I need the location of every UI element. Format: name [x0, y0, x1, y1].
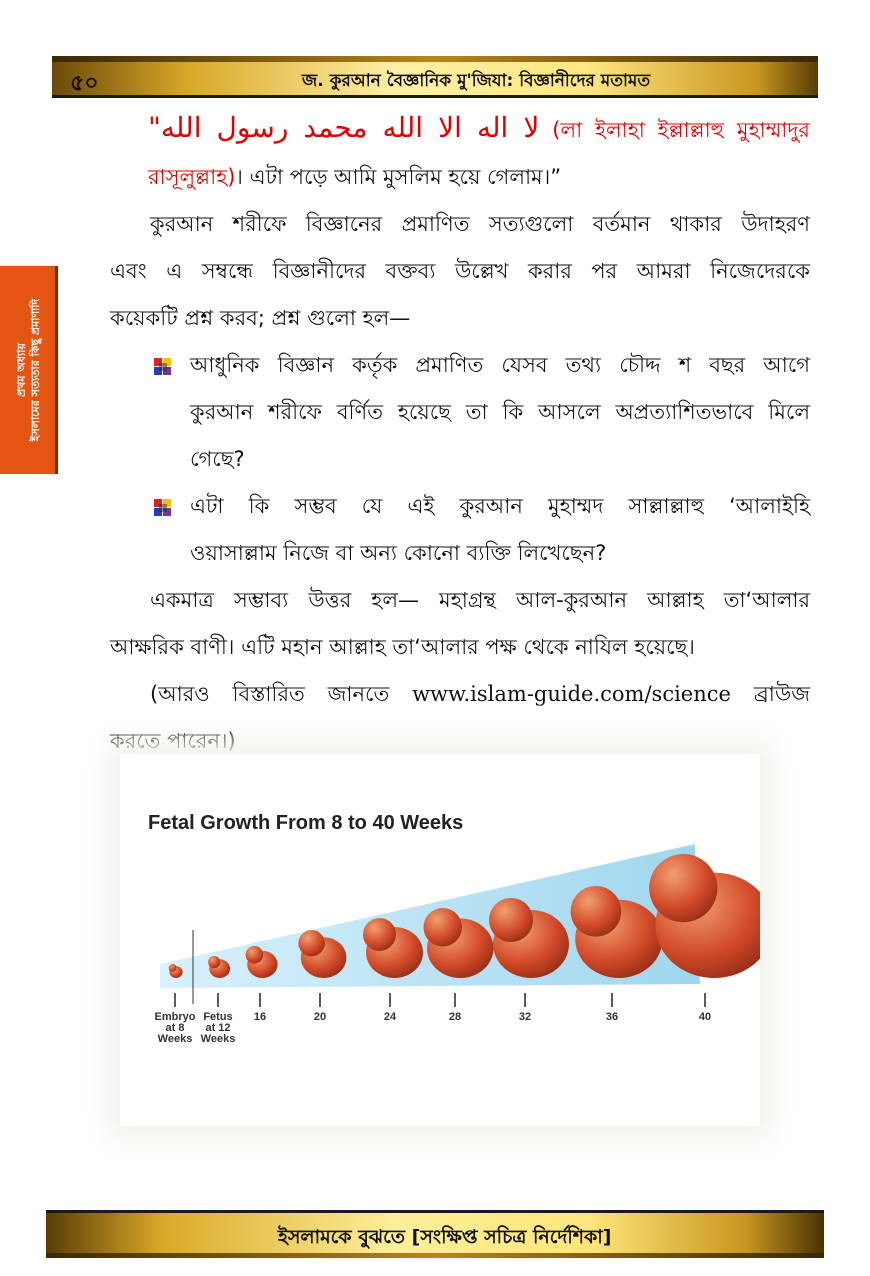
chapter-title: ইসলামের সত্যতার কিছু প্রমাণাদি: [29, 298, 42, 442]
fetus-head: [298, 930, 324, 956]
bullet-continuation: গেছে?: [190, 447, 245, 471]
stage-label: 20: [313, 1011, 327, 1023]
bullet-text: এটা কি সম্ভব যে এই কুরআন মুহাম্মদ সাল্লাল্লাহু ‘আলাইহি: [190, 494, 810, 518]
fetus-head: [649, 854, 717, 922]
reference-text: (আরও বিস্তারিত জানতে: [150, 682, 390, 706]
paragraph-line: [110, 671, 810, 718]
chapter-side-tab: [0, 266, 58, 474]
kalima-transliteration-end: রাসূলুল্লাহ): [148, 165, 236, 189]
bullet-text: আধুনিক বিজ্ঞান কর্তৃক প্রমাণিত যেসব তথ্য চৌদ্দ শ বছর আগে: [190, 353, 810, 377]
bullet-icon: [154, 499, 172, 517]
body-line-1: [110, 104, 810, 154]
bullet-continuation: ওয়াসাল্লাম নিজে বা অন্য কোনো ব্যক্তি লিখেছেন?: [190, 541, 607, 565]
figure-title: Fetal Growth From 8 to 40 Weeks: [148, 812, 464, 834]
paragraph-line: একমাত্র সম্ভাব্য উত্তর হল— মহাগ্রন্থ আল-কুরআন আল্লাহ তা‘আলার: [150, 588, 810, 612]
fetus-head: [571, 886, 622, 937]
bullet-item: [110, 342, 810, 389]
paragraph-line: করতে পারেন।): [110, 729, 236, 753]
fetus-head: [208, 956, 220, 968]
stage-label: 16: [253, 1011, 267, 1023]
chapter-label: প্রথম অধ্যায়: [15, 343, 28, 397]
stage-label: Fetus at 12 Weeks: [200, 1011, 236, 1045]
fetus-head: [169, 964, 177, 972]
paragraph-line: কয়েকটি প্রশ্ন করব; প্রশ্ন গুলো হল—: [110, 306, 411, 330]
fetus-head: [424, 908, 463, 947]
fetal-growth-illustration: [120, 754, 760, 1126]
bullet-continuation: কুরআন শরীফে বর্ণিত হয়েছে তা কি আসলে অপ্রত্যাশিতভাবে মিলে: [190, 400, 810, 424]
fetus-head: [363, 918, 396, 951]
stage-label: Embryo at 8 Weeks: [154, 1011, 196, 1045]
fetal-growth-figure: [120, 754, 760, 1126]
reference-url: www.islam-guide.com/science: [412, 682, 731, 706]
reference-text-end: ব্রাউজ: [753, 682, 810, 706]
stage-label: 28: [448, 1011, 462, 1023]
stage-label: 24: [383, 1011, 397, 1023]
kalima-transliteration: (লা ইলাহা ইল্লাল্লাহু মুহাম্মাদুর: [552, 118, 810, 142]
body-line-2: [110, 154, 810, 201]
bullet-icon: [154, 358, 172, 376]
paragraph-line: কুরআন শরীফে বিজ্ঞানের প্রমাণিত সত্যগুলো বর্তমান থাকার উদাহরণ: [150, 212, 810, 236]
fetus-head: [489, 898, 533, 942]
conversion-sentence: । এটা পড়ে আমি মুসলিম হয়ে গেলাম।”: [235, 165, 562, 189]
bullet-item: [110, 483, 810, 530]
header-title: জ. কুরআন বৈজ্ঞানিক মু'জিযা: বিজ্ঞানীদের মতামত: [302, 71, 651, 91]
main-content: [110, 104, 810, 765]
paragraph-line: আক্ষরিক বাণী। এটি মহান আল্লাহ তা‘আলার পক্ষ থেকে নাযিল হয়েছে।: [110, 635, 695, 659]
footer-title: ইসলামকে বুঝতে [সংক্ষিপ্ত সচিত্র নির্দেশিকা]: [278, 1226, 612, 1248]
arabic-kalima: لا اله الا الله محمد رسول الله": [148, 111, 540, 144]
page-footer: [46, 1210, 824, 1258]
page-number: ৫০: [70, 71, 99, 96]
paragraph-line: এবং এ সম্বন্ধে বিজ্ঞানীদের বক্তব্য উল্লেখ করার পর আমরা নিজেদেরকে: [110, 259, 810, 283]
fetus-head: [246, 946, 264, 964]
chapter-side-text: [15, 299, 43, 441]
stage-label: 40: [698, 1011, 712, 1023]
stage-label: 36: [605, 1011, 619, 1023]
stage-label: 32: [518, 1011, 532, 1023]
page-header: [52, 56, 818, 98]
